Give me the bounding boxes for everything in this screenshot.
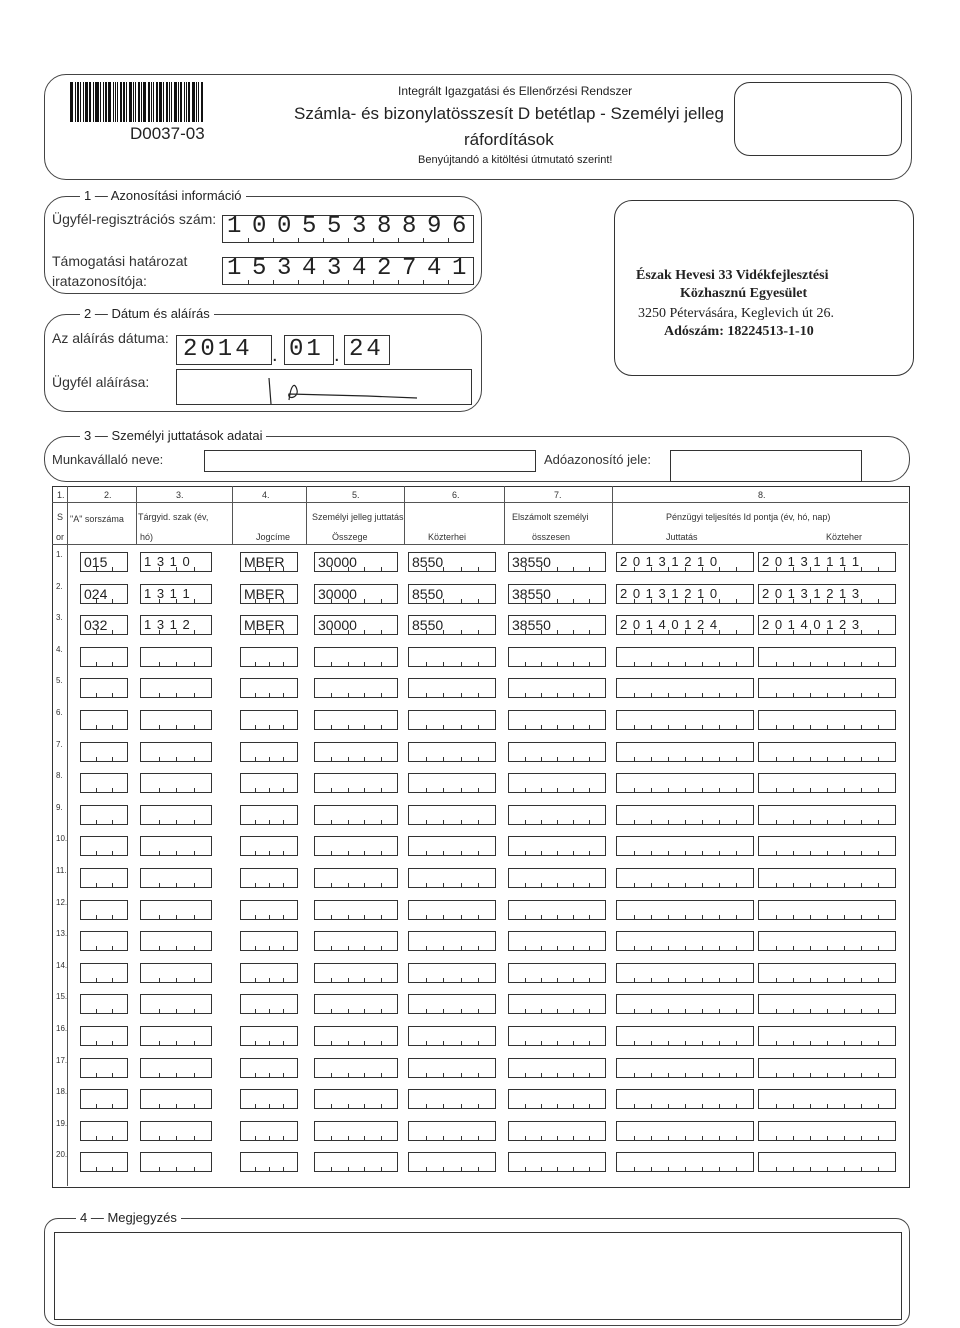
stamp-line-3: 3250 Pétervására, Keglevich út 26.	[638, 306, 834, 321]
table-vline	[612, 486, 613, 544]
total-cell[interactable]	[508, 1026, 606, 1046]
payment-benefit-date-cell[interactable]	[616, 1058, 754, 1078]
row-number: 14.	[56, 960, 68, 970]
amount-cell[interactable]	[314, 678, 398, 698]
header-code: Jogcíme	[256, 532, 291, 542]
code-cell[interactable]	[240, 552, 298, 572]
amount-cell[interactable]	[314, 552, 398, 572]
header-benefit: Személyi jelleg juttatás	[312, 512, 404, 522]
decision-label: Támogatási határozat	[52, 253, 188, 269]
amount-cell[interactable]	[314, 773, 398, 793]
code-cell[interactable]	[240, 805, 298, 825]
period-cell[interactable]	[140, 1152, 212, 1172]
date-year-field[interactable]	[176, 335, 272, 365]
digit: 4	[427, 255, 442, 282]
payment-benefit-date-cell[interactable]	[616, 963, 754, 983]
total-cell[interactable]	[508, 1089, 606, 1109]
office-use-box	[734, 82, 902, 156]
remarks-field[interactable]	[54, 1232, 902, 1320]
cell-value: MBER	[244, 554, 285, 570]
period-cell[interactable]	[140, 742, 212, 762]
code-cell[interactable]	[240, 773, 298, 793]
cell-value: MBER	[244, 617, 285, 634]
payment-tax-date-cell[interactable]	[758, 773, 896, 793]
period-cell[interactable]	[140, 1026, 212, 1046]
code-cell[interactable]	[240, 678, 298, 698]
cell-value: 30000	[318, 585, 357, 602]
total-cell[interactable]	[508, 647, 606, 667]
section1-legend: 1 — Azonosítási információ	[80, 188, 246, 203]
code-cell[interactable]	[240, 710, 298, 730]
cell-value: 30000	[318, 554, 357, 570]
column-number: 3.	[176, 490, 184, 500]
payment-tax-date-cell[interactable]	[758, 647, 896, 667]
tax-cell[interactable]	[408, 710, 496, 730]
payment-benefit-date-cell[interactable]	[616, 710, 754, 730]
digit: 5	[252, 255, 267, 282]
a-number-cell[interactable]	[80, 963, 128, 983]
row-number: 5.	[56, 676, 63, 686]
employee-name-field[interactable]	[204, 450, 536, 472]
payment-tax-date-cell[interactable]	[758, 1089, 896, 1109]
header-payment-date: Pénzügyi teljesítés Id pontja (év, hó, nap)	[666, 512, 831, 522]
period-cell[interactable]	[140, 773, 212, 793]
payment-benefit-date-cell[interactable]	[616, 647, 754, 667]
cell-value: 8550	[412, 617, 444, 634]
signature-scribble	[177, 370, 471, 404]
column-number: 7.	[554, 490, 562, 500]
row-number: 7.	[56, 739, 63, 749]
payment-benefit-date-cell[interactable]	[616, 900, 754, 920]
amount-cell[interactable]	[314, 963, 398, 983]
total-cell[interactable]	[508, 963, 606, 983]
period-cell[interactable]	[140, 678, 212, 698]
header-sor: S	[57, 512, 64, 522]
amount-cell[interactable]	[314, 994, 398, 1014]
column-number: 5.	[352, 490, 360, 500]
amount-cell[interactable]	[314, 805, 398, 825]
total-cell[interactable]	[508, 710, 606, 730]
tax-id-label: Adóazonosító jele:	[544, 452, 651, 467]
payment-tax-date-cell[interactable]	[758, 552, 896, 572]
total-cell[interactable]	[508, 678, 606, 698]
amount-cell[interactable]	[314, 647, 398, 667]
payment-benefit-date-cell[interactable]	[616, 836, 754, 856]
code-cell[interactable]	[240, 584, 298, 604]
payment-tax-date-cell[interactable]	[758, 805, 896, 825]
total-cell[interactable]	[508, 773, 606, 793]
tax-cell[interactable]	[408, 963, 496, 983]
amount-cell[interactable]	[314, 615, 398, 635]
a-number-cell[interactable]	[80, 900, 128, 920]
payment-tax-date-cell[interactable]	[758, 1152, 896, 1172]
period-cell[interactable]	[140, 710, 212, 730]
table-vline	[67, 486, 68, 1186]
amount-cell[interactable]	[314, 931, 398, 951]
payment-benefit-date-cell[interactable]	[616, 1121, 754, 1141]
payment-benefit-date-cell[interactable]	[616, 1026, 754, 1046]
a-number-cell[interactable]	[80, 552, 128, 572]
table-vline	[306, 486, 307, 544]
column-number: 2.	[104, 490, 112, 500]
cell-value: 38550	[512, 617, 551, 634]
tax-cell[interactable]	[408, 678, 496, 698]
tax-cell[interactable]	[408, 742, 496, 762]
amount-cell[interactable]	[314, 710, 398, 730]
tax-cell[interactable]	[408, 773, 496, 793]
period-cell[interactable]	[140, 963, 212, 983]
payment-tax-date-cell[interactable]	[758, 1058, 896, 1078]
tax-cell[interactable]	[408, 584, 496, 604]
table-vline	[404, 486, 405, 544]
client-reg-label: Ügyfél-regisztrációs szám:	[52, 211, 217, 227]
a-number-cell[interactable]	[80, 1152, 128, 1172]
form-code: D0037-03	[130, 124, 205, 143]
code-cell[interactable]	[240, 868, 298, 888]
digit: 0	[277, 213, 292, 240]
amount-cell[interactable]	[314, 868, 398, 888]
period-cell[interactable]	[140, 994, 212, 1014]
tax-cell[interactable]	[408, 1152, 496, 1172]
a-number-cell[interactable]	[80, 836, 128, 856]
column-number: 1.	[57, 490, 65, 500]
payment-benefit-date-cell[interactable]	[616, 994, 754, 1014]
period-cell[interactable]	[140, 615, 212, 635]
payment-tax-date-cell[interactable]	[758, 615, 896, 635]
digit: 8	[402, 213, 417, 240]
digit: 1	[227, 213, 242, 240]
employee-name-label: Munkavállaló neve:	[52, 452, 164, 467]
digit: 7	[402, 255, 417, 282]
period-cell[interactable]	[140, 868, 212, 888]
column-number: 4.	[262, 490, 270, 500]
tax-cell[interactable]	[408, 994, 496, 1014]
cell-value: 2 0 1 3 1 2 1 0	[620, 585, 719, 601]
amount-cell[interactable]	[314, 836, 398, 856]
cell-value: 38550	[512, 585, 551, 602]
tax-cell[interactable]	[408, 552, 496, 572]
signature-field[interactable]	[176, 369, 472, 405]
tax-cell[interactable]	[408, 615, 496, 635]
tax-cell[interactable]	[408, 836, 496, 856]
code-cell[interactable]	[240, 647, 298, 667]
date-month: 01	[289, 336, 324, 363]
payment-tax-date-cell[interactable]	[758, 1026, 896, 1046]
table-hline	[52, 502, 908, 503]
amount-cell[interactable]	[314, 1089, 398, 1109]
decision-label-2: iratazonosítója:	[52, 273, 147, 289]
row-number: 12.	[56, 897, 68, 907]
tax-cell[interactable]	[408, 931, 496, 951]
payment-tax-date-cell[interactable]	[758, 836, 896, 856]
tax-cell[interactable]	[408, 647, 496, 667]
a-number-cell[interactable]	[80, 584, 128, 604]
cell-value: 1 3 1 0	[144, 554, 191, 569]
tax-cell[interactable]	[408, 868, 496, 888]
stamp-line-4: Adószám: 18224513-1-10	[664, 324, 814, 339]
digit: 5	[327, 213, 342, 240]
amount-cell[interactable]	[314, 1058, 398, 1078]
code-cell[interactable]	[240, 1152, 298, 1172]
row-number: 18.	[56, 1087, 68, 1097]
a-number-cell[interactable]	[80, 1058, 128, 1078]
code-cell[interactable]	[240, 1089, 298, 1109]
a-number-cell[interactable]	[80, 1121, 128, 1141]
payment-tax-date-cell[interactable]	[758, 900, 896, 920]
digit: 3	[327, 255, 342, 282]
row-number: 4.	[56, 644, 63, 654]
code-cell[interactable]	[240, 963, 298, 983]
period-cell[interactable]	[140, 1058, 212, 1078]
tax-cell[interactable]	[408, 1026, 496, 1046]
digit: 5	[302, 213, 317, 240]
cell-value: 015	[84, 554, 108, 570]
cell-value: 024	[84, 585, 108, 602]
cell-value: 38550	[512, 554, 551, 570]
date-dot-2: .	[334, 344, 340, 366]
cell-value: 2 0 1 4 0 1 2 4	[620, 617, 719, 633]
row-number: 2.	[56, 581, 63, 591]
period-cell[interactable]	[140, 552, 212, 572]
date-day-field[interactable]	[344, 335, 390, 365]
a-number-cell[interactable]	[80, 1089, 128, 1109]
payment-benefit-date-cell[interactable]	[616, 868, 754, 888]
section4-legend: 4 — Megjegyzés	[76, 1210, 181, 1225]
a-number-cell[interactable]	[80, 742, 128, 762]
section2-legend: 2 — Dátum és aláírás	[80, 306, 214, 321]
code-cell[interactable]	[240, 1058, 298, 1078]
digit: 3	[352, 213, 367, 240]
payment-tax-date-cell[interactable]	[758, 994, 896, 1014]
row-number: 16.	[56, 1024, 68, 1033]
payment-benefit-date-cell[interactable]	[616, 742, 754, 762]
payment-tax-date-cell[interactable]	[758, 742, 896, 762]
system-name: Integrált Igazgatási és Ellenőrzési Rendszer	[398, 84, 633, 98]
cell-value: 8550	[412, 585, 444, 602]
header-sor-2: or	[56, 532, 65, 542]
digit: 1	[227, 255, 242, 282]
row-number: 3.	[56, 613, 63, 623]
row-number: 8.	[56, 771, 63, 781]
payment-benefit-date-cell[interactable]	[616, 678, 754, 698]
date-year: 2014	[183, 336, 253, 363]
total-cell[interactable]	[508, 742, 606, 762]
cell-value: 8550	[412, 554, 444, 570]
code-cell[interactable]	[240, 1026, 298, 1046]
payment-tax-date-cell[interactable]	[758, 931, 896, 951]
payment-tax-date-cell[interactable]	[758, 710, 896, 730]
period-cell[interactable]	[140, 900, 212, 920]
total-cell[interactable]	[508, 584, 606, 604]
period-cell[interactable]	[140, 1121, 212, 1141]
tax-cell[interactable]	[408, 805, 496, 825]
column-number: 8.	[758, 490, 766, 500]
payment-tax-date-cell[interactable]	[758, 678, 896, 698]
total-cell[interactable]	[508, 931, 606, 951]
digit: 4	[352, 255, 367, 282]
header-payment-benefit: Juttatás	[666, 532, 698, 542]
digit: 3	[277, 255, 292, 282]
total-cell[interactable]	[508, 805, 606, 825]
a-number-cell[interactable]	[80, 805, 128, 825]
cell-value: 2 0 1 3 1 2 1 3	[762, 585, 861, 601]
stamp-line-2: Közhasznú Egyesület	[680, 286, 808, 301]
form-title-line2: ráfordítások	[464, 130, 554, 149]
cell-value: 2 0 1 3 1 1 1 1	[762, 554, 861, 569]
header-a-number: "A" sorszáma	[70, 514, 124, 524]
a-number-cell[interactable]	[80, 678, 128, 698]
code-cell[interactable]	[240, 836, 298, 856]
payment-tax-date-cell[interactable]	[758, 868, 896, 888]
row-number: 19.	[56, 1118, 68, 1128]
total-cell[interactable]	[508, 1058, 606, 1078]
a-number-cell[interactable]	[80, 1026, 128, 1046]
date-dot-1: .	[272, 344, 278, 366]
signature-label: Ügyfél aláírása:	[52, 374, 150, 390]
payment-tax-date-cell[interactable]	[758, 584, 896, 604]
amount-cell[interactable]	[314, 1026, 398, 1046]
total-cell[interactable]	[508, 552, 606, 572]
cell-value: 2 0 1 4 0 1 2 3	[762, 617, 861, 633]
digit: 6	[452, 213, 467, 240]
code-cell[interactable]	[240, 615, 298, 635]
row-number: 6.	[56, 708, 63, 717]
row-number: 11.	[56, 866, 67, 875]
payment-tax-date-cell[interactable]	[758, 1121, 896, 1141]
table-hline	[52, 544, 908, 545]
stamp-line-1: Észak Hevesi 33 Vidékfejlesztési	[636, 268, 829, 283]
header-total: Elszámolt személyi	[512, 512, 589, 522]
header-period-2: hó)	[140, 532, 154, 542]
digit: 9	[427, 213, 442, 240]
instruction-text: Benyújtandó a kitöltési útmutató szerint!	[418, 154, 613, 166]
cell-value: 1 3 1 1	[144, 585, 191, 601]
table-vline	[136, 486, 137, 544]
code-cell[interactable]	[240, 742, 298, 762]
section3-legend: 3 — Személyi juttatások adatai	[80, 428, 266, 443]
tax-id-field[interactable]	[670, 450, 862, 482]
tax-cell[interactable]	[408, 1089, 496, 1109]
cell-value: 30000	[318, 617, 357, 634]
total-cell[interactable]	[508, 868, 606, 888]
cell-value: 032	[84, 617, 108, 634]
row-number: 1.	[56, 550, 63, 559]
total-cell[interactable]	[508, 900, 606, 920]
header-taxes: Közterhei	[428, 532, 467, 542]
barcode-image	[70, 82, 266, 122]
payment-benefit-date-cell[interactable]	[616, 1152, 754, 1172]
row-number: 15.	[56, 992, 68, 1002]
row-number: 20.	[56, 1150, 68, 1160]
date-label: Az aláírás dátuma:	[52, 330, 169, 346]
payment-benefit-date-cell[interactable]	[616, 1089, 754, 1109]
table-vline	[504, 486, 505, 544]
digit: 1	[452, 255, 467, 282]
a-number-cell[interactable]	[80, 710, 128, 730]
period-cell[interactable]	[140, 1089, 212, 1109]
digit: 8	[377, 213, 392, 240]
header-period: Tárgyid. szak (év,	[138, 512, 209, 522]
payment-benefit-date-cell[interactable]	[616, 584, 754, 604]
header-payment-tax: Közteher	[826, 532, 863, 542]
code-cell[interactable]	[240, 931, 298, 951]
header-amount: Összege	[332, 532, 368, 542]
amount-cell[interactable]	[314, 1152, 398, 1172]
digit: 0	[252, 213, 267, 240]
form-title: Számla- és bizonylatösszesít D betétlap - Személyi jelleg	[294, 104, 724, 123]
period-cell[interactable]	[140, 805, 212, 825]
cell-value: MBER	[244, 585, 285, 602]
amount-cell[interactable]	[314, 1121, 398, 1141]
payment-tax-date-cell[interactable]	[758, 963, 896, 983]
a-number-cell[interactable]	[80, 994, 128, 1014]
date-month-field[interactable]	[284, 335, 334, 365]
cell-value: 1 3 1 2	[144, 617, 191, 633]
payment-benefit-date-cell[interactable]	[616, 552, 754, 572]
amount-cell[interactable]	[314, 900, 398, 920]
row-number: 13.	[56, 929, 68, 939]
a-number-cell[interactable]	[80, 647, 128, 667]
period-cell[interactable]	[140, 584, 212, 604]
a-number-cell[interactable]	[80, 773, 128, 793]
code-cell[interactable]	[240, 994, 298, 1014]
code-cell[interactable]	[240, 900, 298, 920]
total-cell[interactable]	[508, 836, 606, 856]
client-reg-number-field[interactable]	[222, 215, 474, 243]
payment-benefit-date-cell[interactable]	[616, 805, 754, 825]
amount-cell[interactable]	[314, 742, 398, 762]
a-number-cell[interactable]	[80, 931, 128, 951]
decision-id-field[interactable]	[222, 257, 474, 285]
cell-value: 2 0 1 3 1 2 1 0	[620, 554, 719, 569]
column-number: 6.	[452, 490, 460, 500]
row-number: 10.	[56, 834, 68, 844]
a-number-cell[interactable]	[80, 615, 128, 635]
tax-cell[interactable]	[408, 900, 496, 920]
payment-benefit-date-cell[interactable]	[616, 931, 754, 951]
total-cell[interactable]	[508, 615, 606, 635]
code-cell[interactable]	[240, 1121, 298, 1141]
digit: 4	[302, 255, 317, 282]
period-cell[interactable]	[140, 647, 212, 667]
tax-cell[interactable]	[408, 1121, 496, 1141]
payment-benefit-date-cell[interactable]	[616, 773, 754, 793]
period-cell[interactable]	[140, 931, 212, 951]
tax-cell[interactable]	[408, 1058, 496, 1078]
table-vline	[232, 486, 233, 544]
header-total-2: összesen	[532, 532, 571, 542]
amount-cell[interactable]	[314, 584, 398, 604]
period-cell[interactable]	[140, 836, 212, 856]
total-cell[interactable]	[508, 1152, 606, 1172]
payment-benefit-date-cell[interactable]	[616, 615, 754, 635]
total-cell[interactable]	[508, 994, 606, 1014]
row-number: 17.	[56, 1055, 68, 1065]
a-number-cell[interactable]	[80, 868, 128, 888]
row-number: 9.	[56, 802, 63, 812]
total-cell[interactable]	[508, 1121, 606, 1141]
digit: 2	[377, 255, 392, 282]
date-day: 24	[349, 336, 384, 363]
